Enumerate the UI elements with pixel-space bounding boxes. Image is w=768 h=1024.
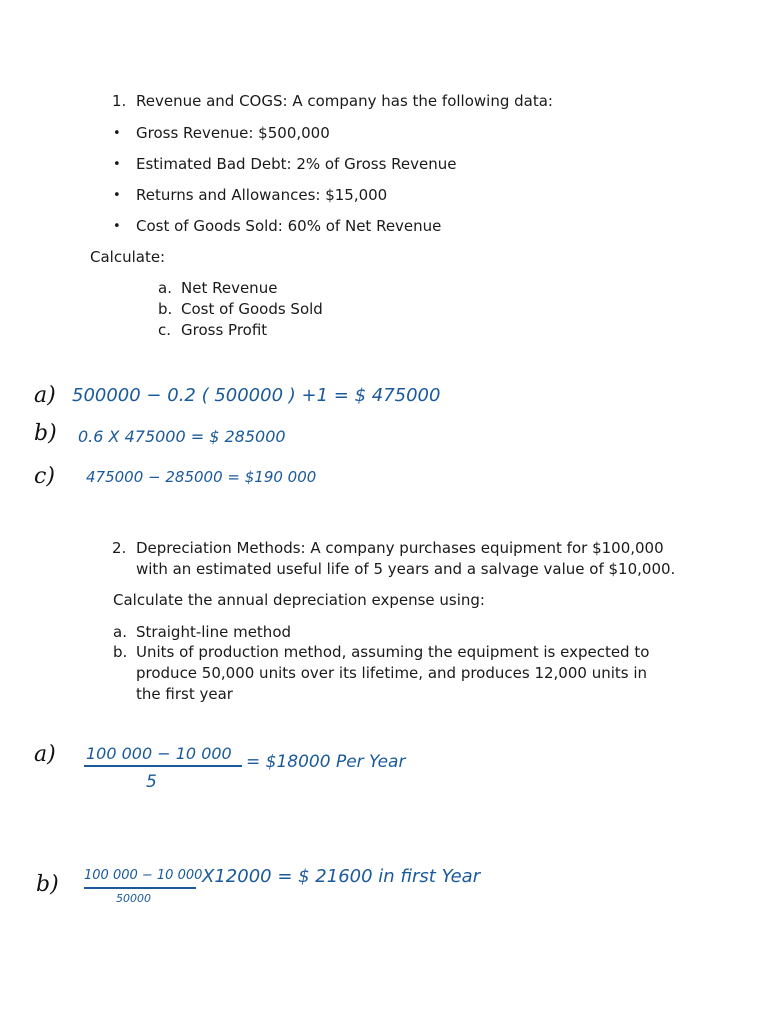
bullet-item: Returns and Allowances: $15,000 <box>136 186 388 204</box>
handwritten-label-c: c) <box>34 464 55 489</box>
part-text: produce 50,000 units over its lifetime, and produces 12,000 units in <box>136 664 648 682</box>
problem-2-heading-line1: Depreciation Methods: A company purchases equipment for $100,000 <box>136 539 664 557</box>
handwritten-result-b: X12000 = $ 21600 in first Year <box>202 866 481 887</box>
bullet-icon: • <box>113 219 121 234</box>
part-text: Cost of Goods Sold <box>181 300 323 318</box>
part-text: Gross Profit <box>181 321 268 339</box>
part-text: the first year <box>136 685 233 703</box>
fraction-numerator: 100 000 − 10 000 <box>84 868 203 883</box>
part-letter: b. <box>158 300 173 318</box>
part-letter: c. <box>158 321 172 339</box>
handwritten-label-b: b) <box>34 421 57 446</box>
handwritten-label-a: a) <box>34 383 56 408</box>
bullet-item: Estimated Bad Debt: 2% of Gross Revenue <box>136 155 457 173</box>
bullet-icon: • <box>113 188 121 203</box>
handwritten-label-a: a) <box>34 742 56 767</box>
handwritten-result-a: = $18000 Per Year <box>246 752 406 772</box>
bullet-item: Cost of Goods Sold: 60% of Net Revenue <box>136 217 442 235</box>
handwritten-answer-a: 500000 − 0.2 ( 500000 ) +1 = $ 475000 <box>72 385 441 406</box>
handwritten-answer-c: 475000 − 285000 = $190 000 <box>86 468 317 486</box>
handwritten-label-b: b) <box>36 872 59 897</box>
bullet-icon: • <box>113 126 121 141</box>
problem-2-number: 2. <box>112 539 127 557</box>
problem-2-heading-line2: with an estimated useful life of 5 years and a salvage value of $10,000. <box>136 560 676 578</box>
fraction-denominator: 50000 <box>116 892 151 905</box>
part-text: Straight-line method <box>136 623 292 641</box>
bullet-item: Gross Revenue: $500,000 <box>136 124 330 142</box>
problem-1-heading: Revenue and COGS: A company has the following data: <box>136 92 553 110</box>
fraction-numerator: 100 000 − 10 000 <box>86 744 232 763</box>
fraction-denominator: 5 <box>146 772 157 792</box>
calculate-label: Calculate: <box>90 248 166 266</box>
part-letter: b. <box>113 643 128 661</box>
fraction-bar <box>84 765 242 767</box>
bullet-icon: • <box>113 157 121 172</box>
part-text: Net Revenue <box>181 279 278 297</box>
calculate-label: Calculate the annual depreciation expense using: <box>113 591 485 609</box>
part-text: Units of production method, assuming the equipment is expected to <box>136 643 650 661</box>
fraction-bar <box>84 887 196 889</box>
handwritten-answer-b: 0.6 X 475000 = $ 285000 <box>78 427 286 446</box>
problem-1-number: 1. <box>112 92 127 110</box>
part-letter: a. <box>158 279 172 297</box>
part-letter: a. <box>113 623 127 641</box>
